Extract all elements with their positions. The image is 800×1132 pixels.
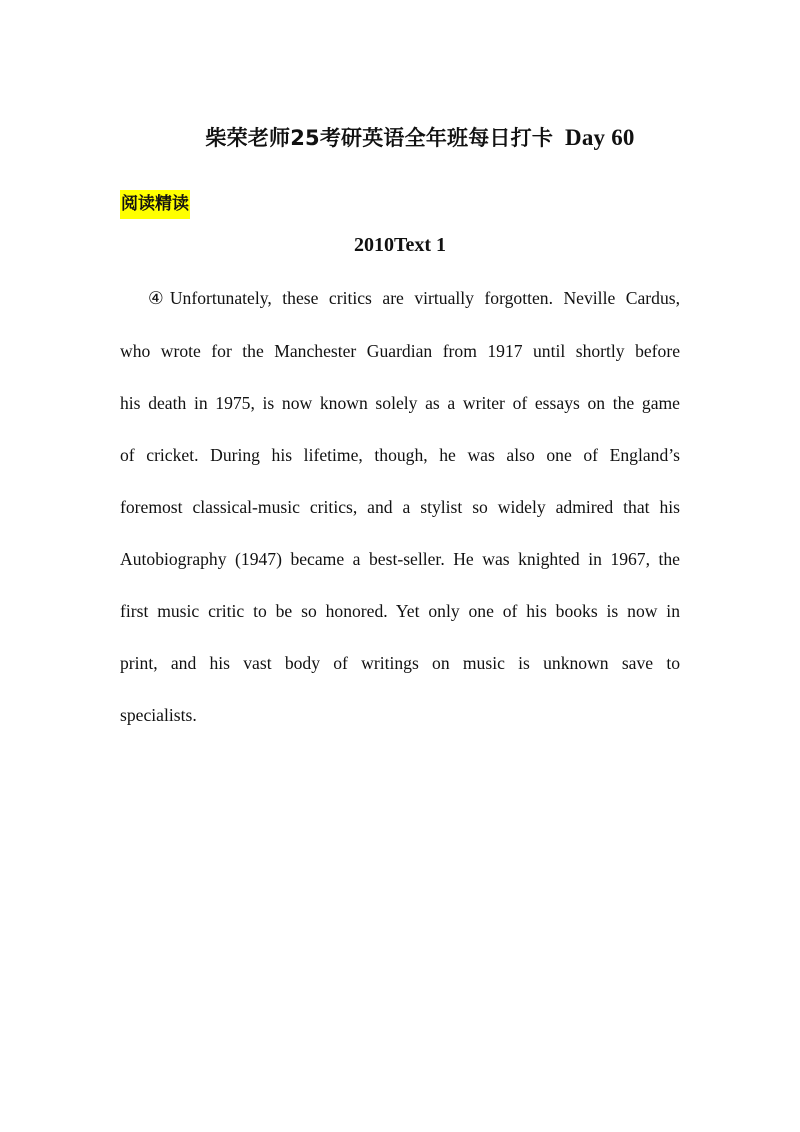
passage-line: his death in 1975, is now known solely as a writer of essays on the game xyxy=(120,393,680,413)
passage-line: ④Unfortunately, these critics are virtually forgotten. Neville Cardus, xyxy=(148,288,680,308)
page-title-chinese: 柴荣老师25考研英语全年班每日打卡 xyxy=(205,126,554,150)
page-title xyxy=(0,122,800,152)
passage-line: Autobiography (1947) became a best-seller. He was knighted in 1967, the xyxy=(120,549,680,569)
passage-line: who wrote for the Manchester Guardian from 1917 until shortly before xyxy=(120,341,680,361)
passage-line: print, and his vast body of writings on music is unknown save to xyxy=(120,653,680,673)
passage-line: specialists. xyxy=(120,705,197,725)
passage-line: first music critic to be so honored. Yet only one of his books is now in xyxy=(120,601,680,621)
section-label-highlighted: 阅读精读 xyxy=(120,190,190,219)
passage-heading: 2010Text 1 xyxy=(353,234,447,256)
page-title-day: Day 60 xyxy=(565,125,635,150)
passage-line: of cricket. During his lifetime, though, he was also one of England’s xyxy=(120,445,680,465)
passage-line: foremost classical-music critics, and a stylist so widely admired that his xyxy=(120,497,680,517)
